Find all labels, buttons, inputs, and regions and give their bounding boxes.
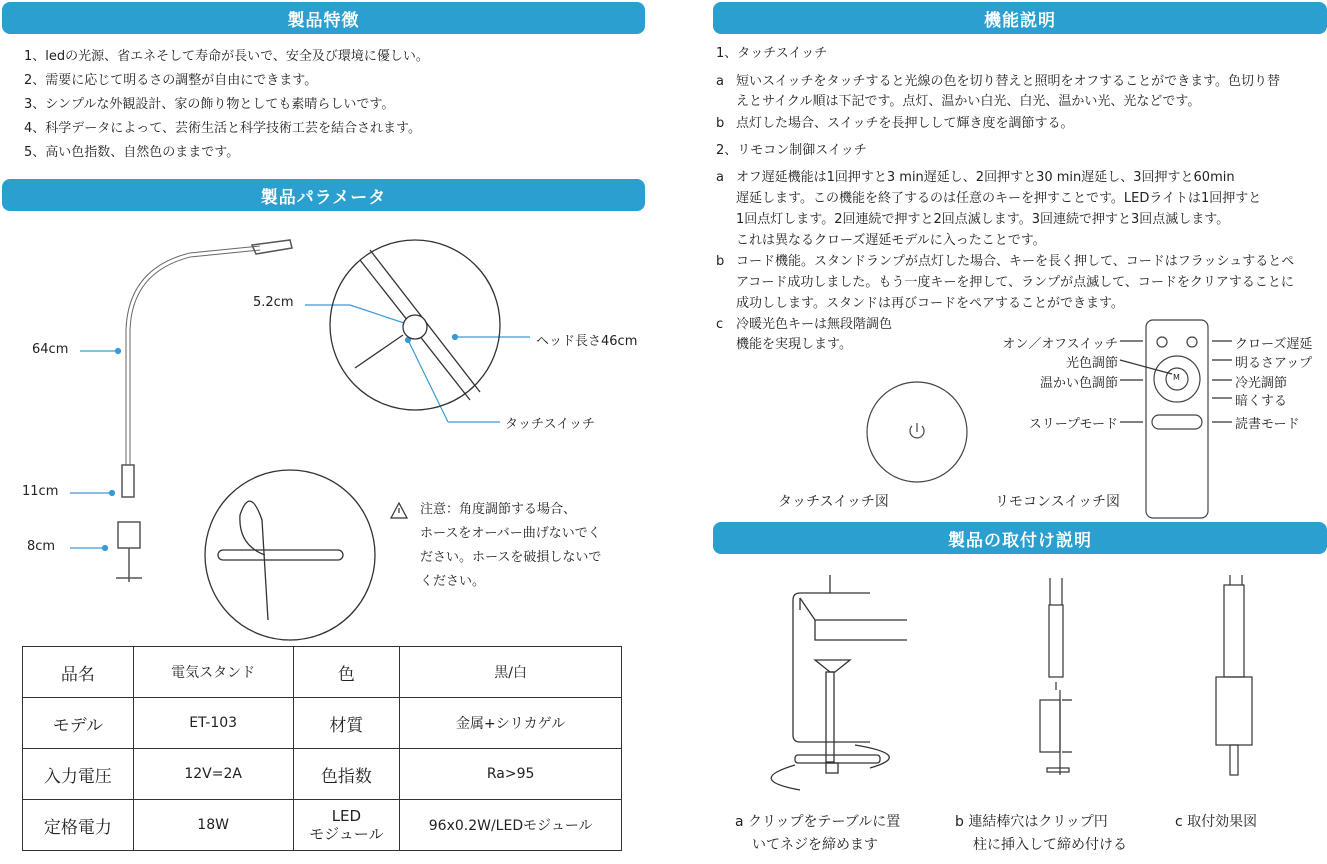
install-step-c bbox=[1216, 575, 1252, 775]
functions-header: 機能説明 bbox=[713, 2, 1327, 34]
dim-grip-label: 11cm bbox=[22, 484, 59, 499]
remote-caption: リモコンスイッチ図 bbox=[995, 494, 1121, 510]
item-text: 冷暖光色キーは無段階調色 bbox=[736, 317, 893, 332]
table-cell: 定格電力 bbox=[23, 800, 134, 851]
install-header: 製品の取付け説明 bbox=[713, 522, 1327, 554]
table-cell: 12V=2A bbox=[133, 749, 293, 800]
table-cell: 入力電圧 bbox=[23, 749, 134, 800]
remote-m-button: M bbox=[1173, 373, 1180, 382]
remote-label: クローズ遅延 bbox=[1235, 337, 1313, 352]
item-text: オフ遅延機能は1回押すと3 min遅延し、2回押すと30 min遅延し、3回押すと60min bbox=[736, 170, 1235, 185]
table-cell: 色指数 bbox=[293, 749, 400, 800]
dim-head-length-label: ヘッド長さ46cm bbox=[536, 334, 638, 349]
item-marker: c bbox=[716, 317, 724, 332]
item-text: 遅延します。この機能を終了するのは任意のキーを押すことです。LEDライトは1回押すと bbox=[736, 191, 1262, 206]
table-cell: 電気スタンド bbox=[133, 647, 293, 698]
dim-clamp-label: 8cm bbox=[27, 539, 56, 554]
item-marker: a bbox=[716, 74, 724, 89]
item-text: 1回点灯します。2回連続で押すと2回点滅します。3回連続で押すと3回点滅します。 bbox=[736, 212, 1230, 227]
install-caption: a クリップをテーブルに置 bbox=[735, 814, 901, 830]
table-row bbox=[23, 749, 622, 800]
table-cell: 品名 bbox=[23, 647, 134, 698]
table-cell: 金属+シリカゲル bbox=[400, 698, 622, 749]
warning-line: ださい。ホースを破損しないで bbox=[420, 550, 602, 565]
feature-item: 1、ledの光源、省エネそして寿命が長いで、安全及び環境に優しい。 bbox=[24, 49, 429, 64]
table-row bbox=[23, 800, 622, 851]
install-step-b bbox=[1040, 578, 1072, 775]
table-cell: 18W bbox=[133, 800, 293, 851]
remote-label: 温かい色調節 bbox=[1039, 376, 1118, 391]
section-heading: 1、タッチスイッチ bbox=[716, 46, 828, 61]
feature-item: 5、高い色指数、自然色のままです。 bbox=[24, 145, 240, 160]
item-marker: b bbox=[716, 254, 725, 269]
touch-switch-caption: タッチスイッチ図 bbox=[778, 494, 889, 510]
warning-line: ください。 bbox=[420, 574, 486, 589]
section-heading: 2、リモコン制御スイッチ bbox=[716, 143, 867, 158]
dim-neck-label: 64cm bbox=[32, 342, 69, 357]
feature-item: 2、需要に応じて明るさの調整が自由にできます。 bbox=[24, 73, 318, 88]
table-cell: 黒/白 bbox=[400, 647, 622, 698]
spec-table bbox=[22, 646, 622, 851]
touch-switch-label: タッチスイッチ bbox=[505, 417, 595, 432]
warning-line: 注意：角度調節する場合、 bbox=[420, 502, 577, 517]
table-cell: 材質 bbox=[293, 698, 400, 749]
item-marker: b bbox=[716, 116, 725, 131]
features-header: 製品特徴 bbox=[2, 2, 645, 34]
warning-line: ホースをオーバー曲げないでく bbox=[420, 526, 601, 541]
item-marker: a bbox=[716, 170, 724, 185]
table-cell: 96x0.2W/LEDモジュール bbox=[400, 800, 622, 851]
table-row bbox=[23, 647, 622, 698]
table-cell: LED モジュール bbox=[293, 800, 400, 851]
install-caption: 柱に挿入して締め付ける bbox=[973, 837, 1127, 853]
feature-item: 3、シンプルな外観設計、家の飾り物としても素晴らしいです。 bbox=[24, 97, 395, 112]
table-cell: 色 bbox=[293, 647, 400, 698]
remote-label: 光色調節 bbox=[1065, 356, 1118, 371]
install-caption: c 取付効果図 bbox=[1175, 814, 1258, 830]
remote-label: 読書モード bbox=[1235, 417, 1300, 432]
lamp-diagram bbox=[116, 240, 292, 582]
install-caption: b 連結棒穴はクリップ円 bbox=[955, 814, 1108, 830]
params-header: 製品パラメータ bbox=[2, 179, 645, 211]
dim-head-width-label: 5.2cm bbox=[253, 295, 294, 310]
item-text: アコード成功しました。もう一度キーを押して、ランプが点滅して、コードをクリアすることに bbox=[736, 275, 1294, 290]
remote-diagram bbox=[1120, 320, 1232, 518]
head-closeup bbox=[330, 240, 500, 410]
item-text: 機能を実現します。 bbox=[736, 337, 852, 352]
install-caption: いてネジを締めます bbox=[752, 837, 878, 853]
warning-icon bbox=[391, 503, 407, 518]
table-row bbox=[23, 698, 622, 749]
touch-switch-diagram bbox=[867, 382, 967, 482]
table-cell: モデル bbox=[23, 698, 134, 749]
remote-label: スリープモード bbox=[1028, 417, 1118, 432]
install-step-a bbox=[771, 575, 907, 790]
item-text: えとサイクル順は下記です。点灯、温かい白光、白光、温かい光、光などです。 bbox=[736, 94, 1201, 109]
remote-label: オン／オフスイッチ bbox=[1002, 337, 1118, 352]
item-text: コード機能。スタンドランプが点灯した場合、キーを長く押して、コードはフラッシュするとペ bbox=[736, 254, 1295, 269]
item-text: 短いスイッチをタッチすると光線の色を切り替えと照明をオフすることができます。色切り替 bbox=[736, 74, 1281, 89]
remote-label: 明るさアップ bbox=[1235, 356, 1313, 371]
item-text: 点灯した場合、スイッチを長押しして輝き度を調節する。 bbox=[736, 116, 1074, 131]
remote-label: 冷光調節 bbox=[1235, 376, 1288, 391]
item-text: 成功しします。スタンドは再びコードをペアすることができます。 bbox=[736, 296, 1124, 311]
item-text: これは異なるクローズ遅延モデルに入ったことです。 bbox=[736, 233, 1046, 248]
remote-label: 暗くする bbox=[1235, 394, 1288, 409]
feature-item: 4、科学データによって、芸術生活と科学技術工芸を結合されます。 bbox=[24, 121, 421, 136]
hose-closeup bbox=[205, 470, 375, 640]
table-cell: ET-103 bbox=[133, 698, 293, 749]
table-cell: Ra>95 bbox=[400, 749, 622, 800]
